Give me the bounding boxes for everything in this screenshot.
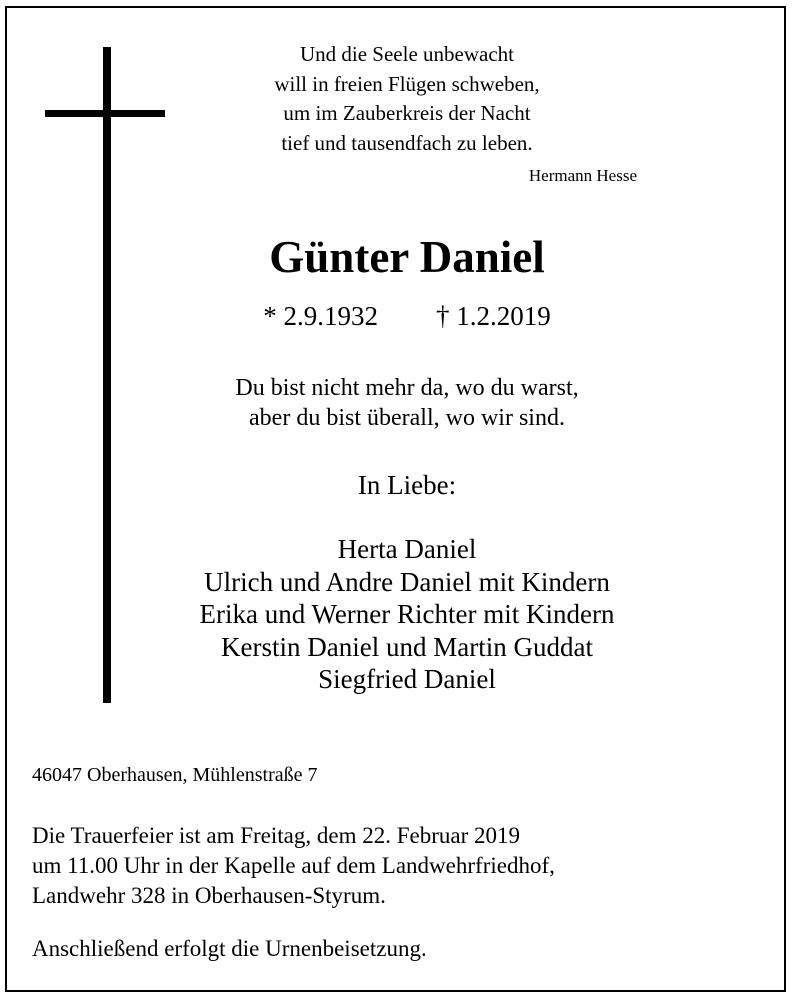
cross-horizontal-bar: [45, 110, 165, 117]
mourner: Siegfried Daniel: [318, 664, 496, 694]
mourner: Kerstin Daniel und Martin Guddat: [221, 631, 593, 662]
life-dates: [157, 299, 657, 333]
poem: [202, 40, 612, 158]
verse-line: Du bist nicht mehr da, wo du warst,: [235, 375, 579, 401]
birth-date: * 2.9.1932: [263, 301, 378, 331]
obituary-frame: [5, 6, 786, 992]
death-date: † 1.2.2019: [436, 301, 551, 331]
deceased-name: Günter Daniel: [269, 232, 545, 282]
ceremony-line: Landwehr 328 in Oberhausen-Styrum.: [32, 883, 386, 908]
poem-line: tief und tausendfach zu leben.: [281, 130, 533, 155]
ceremony-line: um 11.00 Uhr in der Kapelle auf dem Landwehrfriedhof,: [32, 853, 555, 878]
ceremony-info: [32, 821, 555, 911]
closing-note: Anschließend erfolgt die Urnenbeisetzung.: [32, 936, 427, 961]
poem-line: will in freien Flügen schweben,: [274, 71, 540, 96]
poem-line: um im Zauberkreis der Nacht: [283, 101, 531, 125]
mourner: Ulrich und Andre Daniel mit Kindern: [204, 566, 610, 597]
mourners-list: [117, 533, 697, 696]
verse-line: aber du bist überall, wo wir sind.: [249, 405, 565, 431]
mourner: Erika und Werner Richter mit Kindern: [199, 599, 615, 629]
ceremony-line: Die Trauerfeier ist am Freitag, dem 22. Februar 2019: [32, 823, 520, 848]
poem-line: Und die Seele unbewacht: [299, 42, 514, 66]
love-heading: In Liebe:: [357, 470, 457, 500]
family-address: 46047 Oberhausen, Mühlenstraße 7: [32, 764, 318, 786]
poem-author: Hermann Hesse: [528, 166, 637, 185]
cross-vertical-bar: [103, 47, 111, 703]
memorial-verse: [147, 373, 667, 433]
mourner: Herta Daniel: [337, 534, 477, 564]
